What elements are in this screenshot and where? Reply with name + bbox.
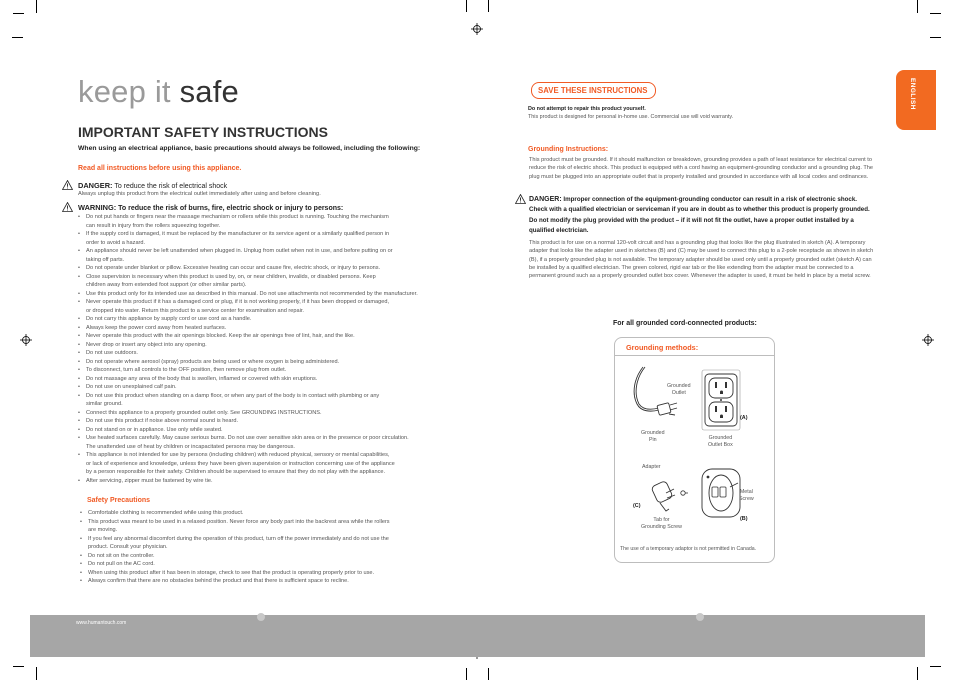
intro-text: When using an electrical appliance, basic precautions should always be followed, including the following: xyxy=(78,145,421,152)
danger-text: Always unplug this product from the electrical outlet immediately after using and before cleaning. xyxy=(78,191,321,197)
page-number-left xyxy=(257,613,265,621)
grounded-outlet-label: Grounded Outlet xyxy=(667,383,691,396)
footer-url: www.humantouch.com xyxy=(76,620,127,626)
sketch-c-tag: (C) xyxy=(633,503,641,509)
list-item: • Use heated surfaces carefully. May cause serious burns. Do not use over sensitive skin area or in the presence or poor circulation. The unattended use of heat by children or incapacitated persons may be dangerous. xyxy=(78,434,458,451)
list-item: • Do not use outdoors. xyxy=(78,349,458,358)
list-item: • Comfortable clothing is recommended while using this product. xyxy=(80,509,460,518)
list-item: • Close supervision is necessary when this product is used by, on, or near children, invalids, or disabled persons. Keep children away from extended foot support (or other similar parts). xyxy=(78,273,458,290)
crop-mark xyxy=(36,0,37,13)
list-item: • Do not sit on the controller. xyxy=(80,552,460,561)
footer-bar xyxy=(30,615,925,657)
crop-mark xyxy=(917,667,918,680)
circuit-text: This product is for use on a normal 120-volt circuit and has a grounding plug that looks like the plug illustrated in sketch (A). A temporary adapter that looks like the adapter used in sketches (B) and (C) may be used to connect this plug to a 2-pole receptacle as shown in sketch (B), if a properly grounded plug is not available. The temporary adapter should be used only until a properly grounded outlet (sketch A) can be installed by a qualified electrician. The green colored, rigid ear tab or the like extending from the adapter must be connected to a permanent ground such as a properly grounded outlet box cover. Whenever the adapter is used, it must be held in place by a metal screw. xyxy=(529,240,874,280)
warning-triangle-icon xyxy=(515,194,526,204)
registration-mark-icon xyxy=(471,22,483,34)
grounding-text: This product must be grounded. If it should malfunction or breakdown, grounding provides a path of least resistance for electrical current to reduce the risk of electric shock. This product is equipped with a cord having an equipment-grounding conductor and a grounding plug. The plug must be plugged into an appropriate outlet that is properly installed and grounded in accordance with all local codes and ordinances. xyxy=(529,157,874,180)
list-item: • Do not use this product if noise above normal sound is heard. xyxy=(78,417,458,426)
sketch-b-tag: (B) xyxy=(740,516,748,522)
crop-mark xyxy=(930,13,941,14)
list-item: • Always confirm that there are no obstacles behind the product and that there is sufficient space to recline. xyxy=(80,577,460,586)
grounding-instructions-heading: Grounding Instructions: xyxy=(528,146,609,153)
registration-mark-icon xyxy=(922,333,934,345)
crop-mark xyxy=(930,666,941,667)
crop-mark xyxy=(36,667,37,680)
list-item: • Do not pull on the AC cord. xyxy=(80,560,460,569)
crop-mark xyxy=(488,668,489,680)
crop-mark xyxy=(930,37,941,38)
list-item: • Always keep the power cord away from heated surfaces. xyxy=(78,324,458,333)
list-item: • If the supply cord is damaged, it must be replaced by the manufacturer or its service agent or a similarly qualified person in order to avoid a hazard. xyxy=(78,230,458,247)
list-item: • Do not massage any area of the body that is swollen, inflamed or covered with skin eruptions. xyxy=(78,375,458,384)
list-item: • After servicing, zipper must be fastened by wire tie. xyxy=(78,477,458,486)
danger-heading: DANGER: To reduce the risk of electrical shock xyxy=(78,181,228,190)
list-item: • Do not operate where aerosol (spray) products are being used or where oxygen is being administered. xyxy=(78,358,458,367)
grounded-outlet-diagram xyxy=(625,362,750,437)
warning-list xyxy=(78,213,458,485)
list-item: • Never drop or insert any object into any opening. xyxy=(78,341,458,350)
list-item: • Do not put hands or fingers near the massage mechanism or rollers while this product is running. Touching the mechanism can result in injury from the rollers squeezing together. xyxy=(78,213,458,230)
list-item: • An appliance should never be left unattended when plugged in. Unplug from outlet when not in use, and before putting on or taking off parts. xyxy=(78,247,458,264)
page-number-right xyxy=(696,613,704,621)
canada-note: The use of a temporary adaptor is not permitted in Canada. xyxy=(620,546,757,552)
adapter-diagram xyxy=(640,465,750,525)
safety-precautions-heading: Safety Precautions xyxy=(87,497,151,504)
warning-triangle-icon xyxy=(62,202,73,212)
save-instructions-box: SAVE THESE INSTRUCTIONS xyxy=(531,82,656,99)
warning-triangle-icon xyxy=(62,180,73,190)
list-item: • Never operate this product with the air openings blocked. Keep the air openings free of lint, hair, and the like. xyxy=(78,332,458,341)
grounded-pin-label: Grounded Pin xyxy=(641,430,665,443)
crop-mark xyxy=(13,666,24,667)
warning-heading: WARNING: To reduce the risk of burns, fire, electric shock or injury to persons: xyxy=(78,203,344,212)
list-item: • This appliance is not intended for use by persons (including children) with reduced physical, sensory or mental capabilities, or lack of experience and knowledge, unless they have been given supervision or instruction concerning use of the appliance by a person responsible for their safety. Children should be supervised to ensure that they do not play with the appliance. xyxy=(78,451,458,477)
sketch-a-tag: (A) xyxy=(740,415,748,421)
list-item: • Do not stand on or in appliance. Use only while seated. xyxy=(78,426,458,435)
list-item: • If you feel any abnormal discomfort during the operation of this product, turn off the power immediately and do not use the product. Consult your physician. xyxy=(80,535,460,552)
divider xyxy=(614,355,775,356)
list-item: • Do not use this product when standing on a damp floor, or when any part of the body is in contact with plumbing or any similar ground. xyxy=(78,392,458,409)
safety-list xyxy=(80,509,460,586)
metal-screw-label: Metal Screw xyxy=(739,489,754,502)
section-heading: IMPORTANT SAFETY INSTRUCTIONS xyxy=(78,124,328,140)
read-all-subheading: Read all instructions before using this appliance. xyxy=(78,165,242,172)
registration-mark-icon xyxy=(20,333,32,345)
danger-grounding-text: DANGER: Improper connection of the equipment-grounding conductor can result in a risk of electronic shock. Check with a qualified electrician or serviceman if you are in doubt as to whether this product is properly grounded. Do not modify the plug provided with the product – if it will not fit the outlet, have a proper outlet installed by a qualified electrician. xyxy=(529,196,870,234)
crop-mark xyxy=(12,37,23,38)
crop-mark xyxy=(466,668,467,680)
no-repair-text: Do not attempt to repair this product yourself. xyxy=(528,106,646,112)
crop-mark xyxy=(466,0,467,12)
language-tab: ENGLISH xyxy=(896,70,936,130)
crop-mark xyxy=(917,0,918,13)
cord-connected-heading: For all grounded cord-connected products: xyxy=(613,320,757,327)
list-item: • This product was meant to be used in a relaxed position. Never force any body part into the backrest area while the rollers are moving. xyxy=(80,518,460,535)
list-item: • Connect this appliance to a properly grounded outlet only. See GROUNDING INSTRUCTIONS. xyxy=(78,409,458,418)
list-item: • Do not operate under blanket or pillow. Excessive heating can occur and cause fire, electric shock, or injury to persons. xyxy=(78,264,458,273)
list-item: • Use this product only for its intended use as described in this manual. Do not use attachments not recommended by the manufacturer. xyxy=(78,290,458,299)
crop-mark xyxy=(488,0,489,12)
list-item: • Never operate this product if it has a damaged cord or plug, if it is not working properly, if it has been dropped or damaged, or dropped into water. Return this product to a service center for examination and repair. xyxy=(78,298,458,315)
grounding-tab-label: Tab for Grounding Screw xyxy=(641,517,682,530)
grounded-outlet-box-label: Grounded Outlet Box xyxy=(708,435,733,448)
adapter-label: Adapter xyxy=(642,464,661,470)
list-item: • To disconnect, turn all controls to the OFF position, then remove plug from outlet. xyxy=(78,366,458,375)
list-item: • When using this product after it has been in storage, check to see that the product is operating properly prior to use. xyxy=(80,569,460,578)
personal-use-text: This product is designed for personal in-home use. Commercial use will void warranty. xyxy=(528,114,734,120)
page-title: keep it safe xyxy=(78,74,239,109)
list-item: • Do not use on unexplained calf pain. xyxy=(78,383,458,392)
grounding-methods-heading: Grounding methods: xyxy=(626,343,699,352)
crop-mark xyxy=(13,13,24,14)
list-item: • Do not carry this appliance by supply cord or use cord as a handle. xyxy=(78,315,458,324)
